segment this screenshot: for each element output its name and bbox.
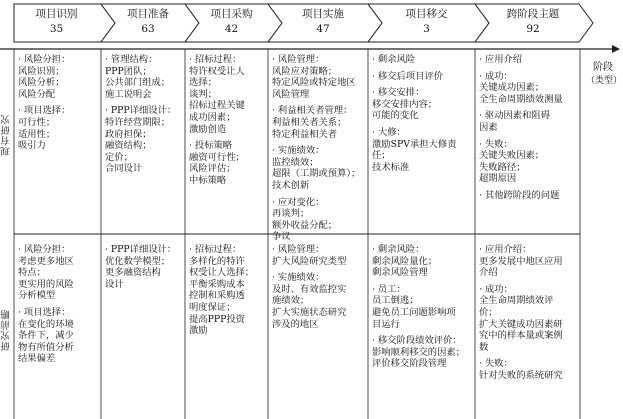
bullet-item: · 风险分担： 风险识别； 风险分析； 风险分配 [18, 54, 71, 100]
bullet-item: · 成功： 全生命周期绩效评 价； 扩大关键成功因素研 究中的样本量或案例 数 [479, 283, 563, 353]
bullet-item: · 移交阶段绩效评价： 影响顺利移交的因素； 评价移交阶段管理 [372, 335, 465, 370]
bullet-item: · 招标过程： 特许权受让人 选择； 谈判； 招标过程关键 成功因素； 激励创造 [189, 54, 245, 135]
bullet-item: · 成功： 关键成功因素； 全生命周期绩效测量 [479, 70, 563, 105]
stage-title: 项目识别 [35, 8, 78, 20]
bullet-item: · 实施绩效： 及时、有效监控实 施绩效； 扩大实施状态研究 涉及的地区 [272, 272, 347, 330]
prospect-research-cell [102, 241, 182, 418]
prospect-research-cell [269, 241, 365, 418]
prospect-research-cell [186, 241, 265, 418]
prospect-research-cell [15, 241, 98, 418]
stage-header [14, 4, 99, 42]
bullet-item: · 风险分担： 考虑更多地区 特点； 更实用的风险 分析模型 [18, 244, 74, 302]
stage-header [276, 4, 370, 42]
stage-count: 92 [526, 23, 540, 35]
bullet-item: · 应用介绍： 更多发展中地区应用 介绍 [479, 244, 563, 279]
stage-count: 47 [316, 23, 330, 35]
bullet-item: · 利益相关者管理： 利益相关者关系； 特定利益相关者 [272, 105, 353, 140]
prospect-research-cell [369, 241, 472, 418]
bullet-item: · 剩余风险 [372, 54, 416, 65]
bullet-item: · 风险管理： 扩大风险研究类型 [272, 244, 347, 267]
existing-research-cell [186, 51, 265, 229]
stage-header [193, 4, 270, 42]
existing-research-cell [476, 51, 578, 229]
bullet-item: · 实施绩效： 监控绩效； 超限（工期或预算）； 技术创新 [272, 145, 361, 191]
bullet-item: · PPP详细设计： 特许经营期限； 政府担保； 融资结构； 定价； 合同设计 [105, 105, 177, 175]
axis-label-sub: （类型） [586, 76, 623, 86]
stage-count: 35 [49, 23, 64, 35]
bullet-item: · 大修： 激励SPV承担大修责 任； 技术标准 [372, 126, 457, 173]
bullet-item: · 移交安排： 移交安排内容； 可能的变化 [372, 87, 438, 122]
bullet-item: · 驱动因素和阻碍 因素 [479, 110, 550, 133]
existing-research-cell [102, 51, 182, 229]
stage-header [109, 4, 187, 42]
bullet-item: · 风险管理： 风险应对策略； 特定风险或特定地区 风险管理 [272, 54, 356, 100]
bullet-item: · 投标策略 融资可行性； 风险评估； 中标策略 [189, 140, 245, 186]
axis-arrow-head [612, 45, 620, 53]
bullet-item: · 员工： 员工倒逃； 避免员工问题影响项 目运行 [372, 283, 456, 330]
bullet-item: · 管理结构： PPP团队； 公共部门组成； 施工说明会 [105, 54, 171, 100]
stage-title: 跨阶段主题 [506, 8, 560, 20]
existing-research-cell [369, 51, 472, 229]
axis-label [586, 58, 623, 86]
stage-title: 项目移交 [405, 8, 448, 20]
stage-title: 项目实施 [302, 8, 344, 20]
bullet-item: · 失败： 关键失败因素； 失败路径； 超期原因 [479, 138, 545, 185]
bullet-item: · 招标过程： 多样化的特许 权受让人选择； 平衡采购成本 控制和采购透 明度保证； 提高PPP投资 激励 [189, 244, 255, 337]
prospect-research-cell [476, 241, 578, 418]
existing-research-cell [269, 51, 365, 243]
stage-title: 项目准备 [127, 8, 169, 20]
axis-label-main: 阶段 [593, 62, 613, 73]
bullet-item: · 失败： 针对失败的系统研究 [479, 358, 563, 381]
bullet-item: · 应对变化： 再谈判； 额外收益分配； 争议 [272, 196, 338, 243]
stage-count: 63 [141, 23, 155, 35]
bullet-item: · 应用介绍 [479, 54, 523, 65]
stage-count: 42 [224, 23, 239, 35]
stage-header [376, 4, 477, 42]
row-label-prospect: 研究前瞻 [1, 309, 12, 351]
stage-header [483, 4, 583, 42]
bullet-item: · PPP详细设计： 优化数学模型； 更多融资结构 设计 [105, 244, 177, 290]
bullet-item: · 项目选择： 在变化的环境 条件下，减少 物有所值分析 结果偏差 [18, 306, 74, 365]
bullet-item: · 剩余风险： 剩余风险量化； 剩余风险管理 [372, 244, 438, 279]
row-label-existing: 现有研究 [1, 114, 12, 156]
bullet-item: · 项目选择： 可行性； 适用性； 吸引力 [18, 105, 71, 152]
bullet-item: · 其他跨阶段的问题 [479, 189, 560, 201]
stage-title: 项目采购 [210, 8, 253, 20]
existing-research-cell [15, 51, 98, 229]
bullet-item: · 移交后项目评价 [372, 70, 443, 82]
stage-count: 3 [423, 23, 430, 35]
